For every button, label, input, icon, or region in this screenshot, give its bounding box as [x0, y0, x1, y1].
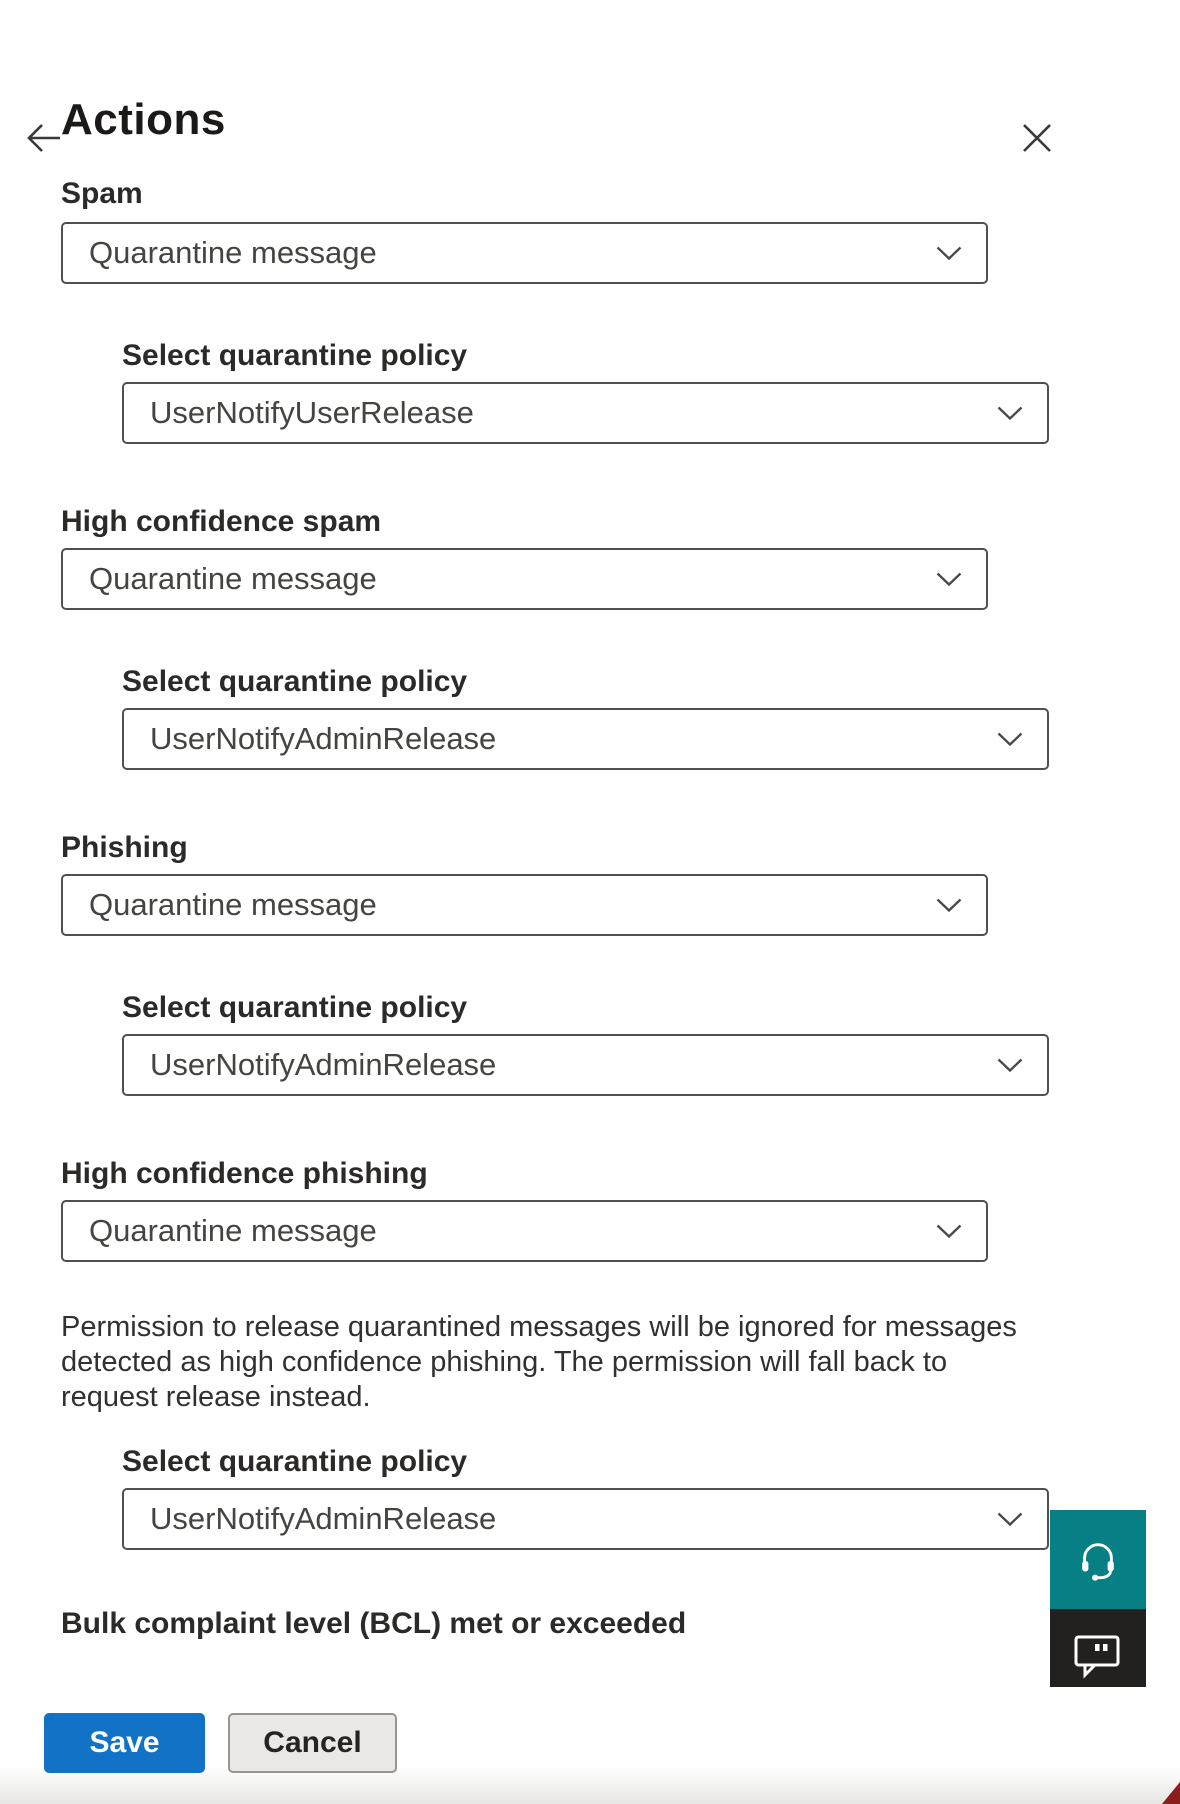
phishing-policy-group [122, 990, 1180, 1096]
high-confidence-spam-policy-value: UserNotifyAdminRelease [150, 721, 497, 756]
high-confidence-phishing-note: Permission to release quarantined messages will be ignored for messages detected as high confidence phishing. The permission will fall back to request release instead. [61, 1311, 1017, 1413]
section-high-confidence-phishing [61, 1156, 1180, 1550]
section-high-confidence-spam [61, 504, 1180, 770]
spam-policy-label: Select quarantine policy [122, 339, 468, 372]
chevron-down-icon [997, 1058, 1023, 1073]
chevron-down-icon [997, 406, 1023, 421]
high-confidence-phishing-label: High confidence phishing [61, 1157, 428, 1190]
high-confidence-spam-policy-label: Select quarantine policy [122, 665, 468, 698]
phishing-label: Phishing [61, 831, 188, 864]
phishing-policy-value: UserNotifyAdminRelease [150, 1047, 497, 1082]
high-confidence-phishing-action-dropdown[interactable] [61, 1200, 988, 1262]
cancel-button[interactable]: Cancel [228, 1713, 397, 1773]
arrow-left-icon [26, 121, 62, 155]
high-confidence-spam-action-value: Quarantine message [89, 561, 377, 596]
section-spam [61, 176, 1180, 444]
chevron-down-icon [936, 246, 962, 261]
back-button[interactable] [24, 120, 64, 158]
phishing-policy-label: Select quarantine policy [122, 991, 468, 1024]
section-phishing [61, 830, 1180, 1096]
chevron-down-icon [997, 732, 1023, 747]
spam-action-dropdown[interactable] [61, 222, 988, 284]
spam-policy-group [122, 338, 1180, 444]
chevron-down-icon [936, 1224, 962, 1239]
phishing-quarantine-policy-dropdown[interactable] [122, 1034, 1049, 1096]
spam-label: Spam [61, 177, 143, 210]
chevron-down-icon [936, 898, 962, 913]
help-button[interactable] [1050, 1510, 1146, 1609]
phishing-action-dropdown[interactable] [61, 874, 988, 936]
high-confidence-phishing-action-value: Quarantine message [89, 1213, 377, 1248]
page-title: Actions [61, 95, 226, 144]
high-confidence-spam-label: High confidence spam [61, 505, 382, 538]
high-confidence-phishing-policy-label: Select quarantine policy [122, 1445, 468, 1478]
chevron-down-icon [936, 572, 962, 587]
save-button[interactable]: Save [44, 1713, 205, 1773]
high-confidence-spam-action-dropdown[interactable] [61, 548, 988, 610]
headset-icon [1075, 1536, 1121, 1584]
close-icon [1021, 122, 1053, 154]
high-confidence-phishing-quarantine-policy-dropdown[interactable] [122, 1488, 1049, 1550]
high-confidence-spam-quarantine-policy-dropdown[interactable] [122, 708, 1049, 770]
corner-artifact [1162, 1782, 1180, 1804]
speech-bubble-icon [1074, 1635, 1122, 1679]
high-confidence-phishing-policy-value: UserNotifyAdminRelease [150, 1501, 497, 1536]
close-button[interactable] [1018, 120, 1056, 158]
chevron-down-icon [997, 1512, 1023, 1527]
phishing-action-value: Quarantine message [89, 887, 377, 922]
bulk-complaint-level-label: Bulk complaint level (BCL) met or exceeded [61, 1607, 687, 1640]
high-confidence-spam-policy-group [122, 664, 1180, 770]
footer-bar [0, 1687, 1180, 1804]
spam-action-value: Quarantine message [89, 235, 377, 270]
high-confidence-phishing-policy-group [122, 1444, 1180, 1550]
actions-panel [0, 94, 1180, 1642]
spam-policy-value: UserNotifyUserRelease [150, 395, 474, 430]
spam-quarantine-policy-dropdown[interactable] [122, 382, 1049, 444]
